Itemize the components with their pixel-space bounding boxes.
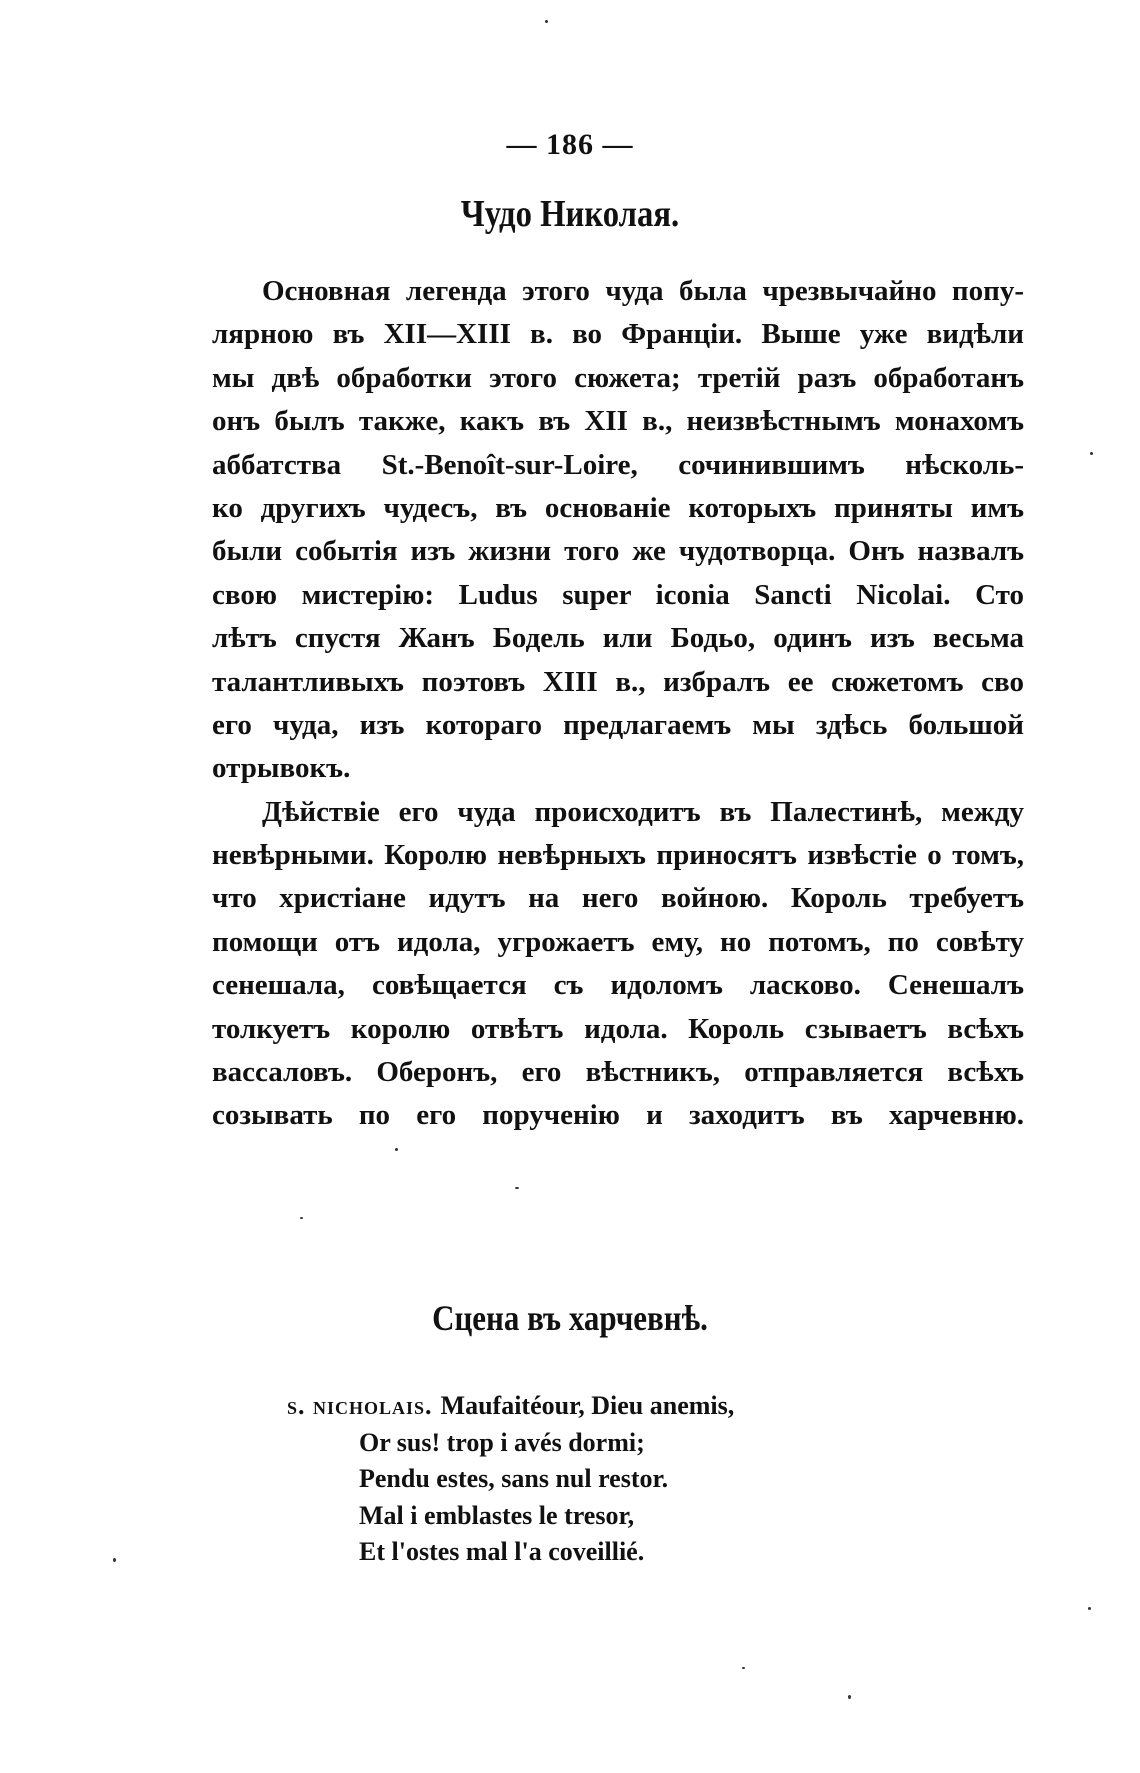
chapter-title: Чудо Николая. — [460, 193, 680, 235]
scan-speck — [515, 1187, 519, 1189]
text-line: были событія изъ жизни того же чудотворца. Онъ назвалъ — [212, 535, 1024, 568]
text-line: толкуетъ королю отвѣтъ идола. Король сзываетъ всѣхъ — [212, 1012, 1024, 1045]
text-line: невѣрными. Королю невѣрныхъ приносятъ извѣстіе о томъ, — [212, 839, 1024, 872]
verse-line-text: Maufaitéour, Dieu anemis, — [440, 1391, 735, 1420]
scan-speck — [545, 20, 548, 23]
scan-speck — [848, 1695, 851, 1699]
verse-line: Pendu estes, sans nul restor. — [359, 1464, 669, 1494]
text-line: вассаловъ. Оберонъ, его вѣстникъ, отправляется всѣхъ — [212, 1056, 1024, 1089]
verse-line: Mal i emblastes le tresor, — [359, 1500, 635, 1530]
text-line: созывать по его порученію и заходитъ въ харчевню. — [212, 1099, 1024, 1132]
verse-line — [287, 1388, 734, 1425]
scan-speck — [113, 1558, 116, 1562]
text-line: лярною въ XII—XIII в. во Франціи. Выше уже видѣли — [212, 318, 1024, 351]
text-line: ко другихъ чудесъ, въ основаніе которыхъ приняты имъ — [212, 491, 1024, 524]
text-line: аббатства St.-Benoît-sur-Loire, сочинившимъ нѣсколь- — [212, 448, 1024, 481]
text-line: талантливыхъ поэтовъ XIII в., избралъ ее сюжетомъ сво — [212, 665, 1024, 698]
scan-speck — [1090, 452, 1093, 455]
text-line: отрывокъ. — [212, 752, 351, 785]
scan-speck — [742, 1667, 745, 1669]
text-line: свою мистерію: Ludus super iconia Sancti Nicolai. Сто — [212, 578, 1024, 611]
text-line: онъ былъ также, какъ въ XII в., неизвѣстнымъ монахомъ — [212, 405, 1024, 438]
scan-speck — [1088, 1607, 1091, 1610]
paragraph-2 — [212, 791, 1024, 1138]
text-line: лѣтъ спустя Жанъ Бодель или Бодьо, одинъ изъ весьма — [212, 622, 1024, 655]
text-line: Дѣйствіе его чуда происходитъ въ Палестинѣ, между — [262, 795, 1024, 828]
paragraph-1 — [212, 270, 1024, 791]
text-line: сенешала, совѣщается съ идоломъ ласково. Сенешалъ — [212, 969, 1024, 1002]
text-line: помощи отъ идола, угрожаетъ ему, но потомъ, по совѣту — [212, 925, 1024, 958]
verse-line: Et l'ostes mal l'a coveillié. — [359, 1537, 645, 1567]
text-line: мы двѣ обработки этого сюжета; третій разъ обработанъ — [212, 361, 1024, 394]
verse-line: Or sus! trop i avés dormi; — [359, 1427, 645, 1457]
body-text — [212, 270, 1024, 1138]
scan-speck — [395, 1148, 398, 1151]
scan-speck — [300, 1217, 303, 1219]
scene-title: Сцена въ харчевнѣ. — [432, 1298, 708, 1338]
text-line: его чуда, изъ котораго предлагаемъ мы здѣсь большой — [212, 708, 1024, 741]
page-number: — 186 — — [506, 128, 634, 161]
verse-block — [287, 1388, 734, 1571]
text-line: что христіане идутъ на него войною. Король требуетъ — [212, 882, 1024, 915]
text-line: Основная легенда этого чуда была чрезвычайно попу- — [262, 275, 1024, 307]
speaker-name: s. nicholais. — [287, 1391, 433, 1420]
